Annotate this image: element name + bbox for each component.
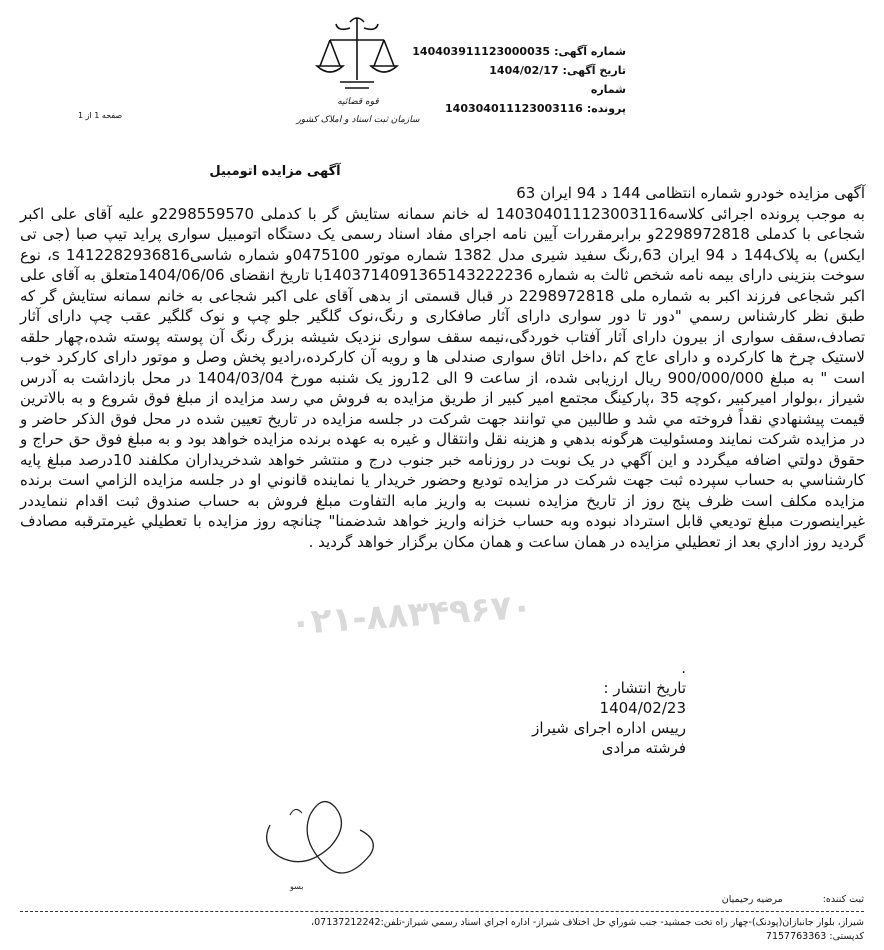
ad-metadata	[406, 42, 626, 118]
logo-caption-2: سازمان ثبت اسناد و املاک کشور	[296, 115, 420, 125]
handwritten-signature	[250, 785, 390, 895]
publication-date-label: تاریخ انتشار :	[603, 679, 686, 697]
ad-number-label: شماره آگهی:	[554, 45, 626, 58]
footer-address: شیراز، بلوار جانبازان(پودنک)-چهار راه تخت جمشید- جنب شوراي حل اختلاف شیراز- اداره اجراي اسناد رسمي شیراز-تلفن:07137212242،	[311, 917, 864, 928]
case-number-row	[406, 80, 626, 118]
publication-dot: .	[681, 659, 686, 677]
phone-watermark: ۰۲۱-۸۸۳۴۹۶۷۰	[288, 586, 534, 644]
case-number-label: شماره پرونده:	[586, 83, 626, 115]
signer-name: فرشته مرادی	[601, 739, 686, 757]
publication-date-row	[386, 678, 686, 718]
notice-text: به موجب پرونده اجرائی کلاسه140304011123003116 له خانم سمانه ستایش گر با کدملی 2298559570و علیه آقای علی اکبر شجاعی با کدملی 2298972818و برابرمقررات آیین نامه اجرای مفاد اسناد رسمی یک دستگاه اتومبیل سواری پراید تیپ صبا (جی تی ایکس) به پلاک144 د 94 ایران 63,رنگ سفید شیری مدل 1382 شماره موتور 0475100و شماره شاسی1412282936816 s، نوع سوخت بنزینی دارای بیمه نامه شخص ثالث به شماره 1403714091365143222236با تاریخ انقضای 1404/06/06متعلق به آقای علی اکبر شجاعی فرزند اکبر به شماره ملی 2298972818 در قبال قسمتی از بدهی آقای علی اکبر شجاعی به خانم سمانه ستایش گر که طبق نظر کارشناس رسمي "دور تا دور سواری دارای آثار صافکاری و رنگ،نوک گلگیر جلو چپ و نوک گلگیر عقب چپ دارای آثار تصادف،سقف سواری از بیرون دارای آثار آفتاب خوردگی،نیمه سقف سواری نزدیک شیشه بزرگ رنگ آن پوسته پوسته شده،چهار حلقه لاستیک چرخ ها کارکرده و دارای عاج کم ،داخل اتاق سواری صندلی ها و رویه آن کارکرده،رادیو پخش وصل و موتور دارای کارکرد خوب است " به مبلغ 900/000/000 ريال ارزیابی شده، از ساعت 9 الی 12روز یک شنبه مورخ 1404/03/04 در محل بازداشت به آدرس شیراز ،بولوار امیرکبیر ،کوچه 35 ،پارکینگ مجتمع امیر کبیر از طریق مزایده به فروش مي رسد مزایده از مبلغ فوق شروع و به بالاترین قیمت پیشنهادي نقداً فروخته مي شد و طالبین مي توانند جهت شرکت در جلسه مزایده در تاریخ تعیین شده در محل فوق الذکر حاضر و در مزایده شرکت نمایند ومسئولیت هرگونه بدهي و هزینه نقل وانتقال و غیره به عهده برنده مزایده خواهد بود و به مبلغ فوق حق حراج و حقوق دولتي اضافه میگردد و این آگهي در یک نوبت در روزنامه خبر جنوب درج و منتشر خواهد شدخریداران مکلفند 10درصد مبلغ پایه کارشناسي به حساب سپرده ثبت جهت شرکت در مزایده تودیع وحضور خریدار یا نماینده قانوني او در جلسه مزایده الزامي است برنده مزایده مکلف است ظرف پنج روز از تاریخ مزایده نسبت به واریز مابه التفاوت مبلغ فروش به حساب صندوق ثبت اقدام ننمایددر غیراینصورت مبلغ تودیعي قابل استرداد نبوده وبه حساب خزانه واریز خواهد شدضمنا" چنانچه روز مزایده با تعطیلي غیرمترقبه مصادف گردید روز اداري بعد از تعطیلي مزایده در همان ساعت و همان مکان برگزار خواهد گردید .	[20, 204, 866, 551]
footer	[20, 893, 864, 944]
publication-date: 1404/02/23	[599, 699, 686, 717]
registrar-row	[20, 893, 864, 907]
ad-date-row	[406, 61, 626, 80]
footer-postal-code: کدپستی: 7157763363	[765, 931, 864, 942]
scales-of-justice-emblem	[317, 18, 397, 88]
page-number: صفحه 1 از 1	[78, 111, 123, 120]
ad-date: 1404/02/17	[489, 64, 559, 77]
publication-block	[386, 658, 686, 758]
registrar-name: مرضیه رحیمیان	[721, 894, 783, 905]
ad-number-row	[406, 42, 626, 61]
notice-first-line: آگهی مزایده خودرو شماره انتظامی 144 د 94 ایران 63	[516, 184, 865, 202]
notice-body	[20, 183, 865, 552]
registrar-label: ثبت کننده:	[822, 894, 864, 905]
ad-number: 140403911123000035	[412, 45, 551, 58]
logo-caption-1: قوه قضائیه	[337, 97, 379, 107]
judiciary-logo	[290, 10, 425, 130]
signature-initials: بسو	[290, 882, 304, 891]
document-title: آگهی مزایده اتومبیل	[209, 164, 341, 179]
signer-title: رییس اداره اجرای شیراز	[532, 719, 686, 737]
footer-divider	[20, 911, 864, 912]
ad-date-label: تاریخ آگهی:	[562, 64, 626, 77]
case-number: 140304011123003116	[445, 102, 583, 115]
